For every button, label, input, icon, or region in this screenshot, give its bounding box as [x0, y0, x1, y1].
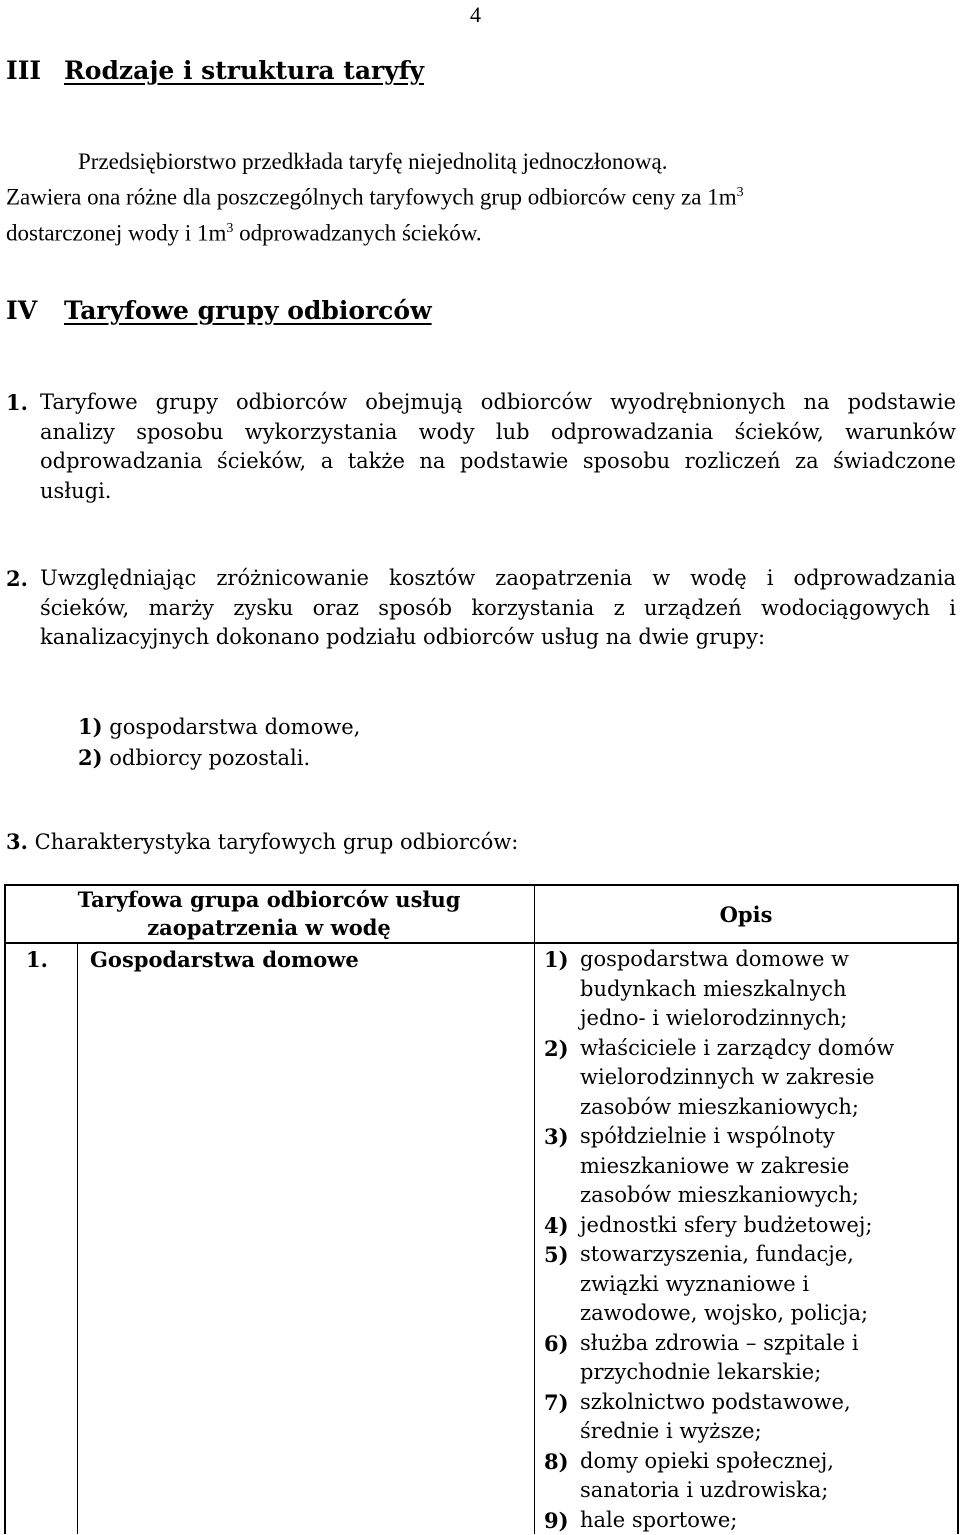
section-number: III [6, 56, 64, 85]
table-header-desc: Opis [535, 900, 957, 930]
header-line: Taryfowa grupa odbiorców usług [4, 886, 534, 914]
item-number: 7) [544, 1388, 569, 1418]
item-text: hale sportowe; [580, 1506, 900, 1535]
table-border-right [957, 884, 959, 1534]
description-item [544, 1211, 944, 1241]
item-text: gospodarstwa domowe w budynkach mieszkalnych jedno- i wielorodzinnych; [580, 945, 900, 1034]
list-item [78, 712, 360, 743]
item-text: stowarzyszenia, fundacje, związki wyznaniowe i zawodowe, wojsko, policja; [580, 1240, 910, 1329]
paragraph-text: Taryfowe grupy odbiorców obejmują odbiorców wyodrębnionych na podstawie analizy sposobu wykorzystania wody lub odprowadzania ścieków, warunków odprowadzania ścieków, a także na podstawie sposobu rozliczeń za świadczone usługi. [6, 388, 956, 506]
paragraph-number: 3. [6, 829, 28, 854]
superscript: 3 [226, 221, 233, 236]
paragraph-text: Charakterystyka taryfowych grup odbiorców: [35, 830, 519, 854]
page-number: 4 [470, 2, 481, 28]
list-text: gospodarstwa domowe, [109, 715, 360, 739]
description-item [544, 1122, 944, 1211]
intro-text: dostarczonej wody i 1m [6, 220, 226, 245]
section-heading-iii [6, 56, 424, 85]
intro-text: Zawiera ona różne dla poszczególnych taryfowych grup odbiorców ceny za 1m [6, 185, 737, 210]
intro-text: odprowadzanych ścieków. [233, 220, 481, 245]
item-number: 6) [544, 1329, 569, 1359]
table-divider-column [534, 884, 535, 1534]
group-list [78, 712, 360, 773]
paragraph-2 [6, 564, 956, 653]
description-item [544, 1388, 944, 1447]
paragraph-text: Uwzględniając zróżnicowanie kosztów zaopatrzenia w wodę i odprowadzania ścieków, marży zysku oraz sposób korzystania z urządzeń wodociągowych i kanalizacyjnych dokonano podziału odbiorców usług na dwie grupy: [6, 564, 956, 653]
section-number: IV [6, 296, 64, 325]
paragraph-number: 1. [6, 388, 28, 418]
table-border-left [4, 884, 6, 1534]
item-number: 4) [544, 1211, 569, 1241]
section-title: Taryfowe grupy odbiorców [64, 296, 432, 325]
table-header-group [4, 886, 534, 942]
table-divider-number [77, 944, 78, 1534]
item-number: 8) [544, 1447, 569, 1477]
intro-line [6, 213, 958, 249]
description-item [544, 1506, 944, 1535]
item-number: 1) [544, 945, 569, 975]
row-group-name: Gospodarstwa domowe [90, 945, 359, 975]
item-number: 9) [544, 1506, 569, 1535]
paragraph-number: 2. [6, 564, 28, 594]
description-list [544, 945, 944, 1535]
section-title: Rodzaje i struktura taryfy [64, 56, 424, 85]
list-number: 1) [78, 714, 103, 739]
description-item [544, 1034, 944, 1123]
intro-paragraph [6, 146, 958, 248]
list-item [78, 743, 360, 774]
paragraph-3 [6, 827, 518, 858]
intro-line [6, 177, 958, 213]
item-text: szkolnictwo podstawowe, średnie i wyższe; [580, 1388, 900, 1447]
item-text: domy opieki społecznej, sanatoria i uzdrowiska; [580, 1447, 900, 1506]
description-item [544, 1447, 944, 1506]
superscript: 3 [737, 185, 744, 200]
row-number: 1. [26, 945, 48, 975]
paragraph-1 [6, 388, 956, 506]
item-text: właściciele i zarządcy domów wielorodzinnych w zakresie zasobów mieszkaniowych; [580, 1034, 930, 1123]
description-item [544, 1240, 944, 1329]
table-divider-header [4, 942, 959, 944]
item-text: służba zdrowia – szpitale i przychodnie lekarskie; [580, 1329, 900, 1388]
header-line: zaopatrzenia w wodę [4, 914, 534, 942]
row-description [544, 945, 944, 1535]
item-number: 5) [544, 1240, 569, 1270]
list-text: odbiorcy pozostali. [109, 746, 310, 770]
description-item [544, 945, 944, 1034]
item-text: jednostki sfery budżetowej; [580, 1211, 940, 1241]
item-number: 2) [544, 1034, 569, 1064]
intro-line: Przedsiębiorstwo przedkłada taryfę niejednolitą jednoczłonową. [6, 146, 958, 177]
item-number: 3) [544, 1122, 569, 1152]
tariff-groups-table [4, 884, 959, 1534]
item-text: spółdzielnie i wspólnoty mieszkaniowe w zakresie zasobów mieszkaniowych; [580, 1122, 900, 1211]
list-number: 2) [78, 745, 103, 770]
section-heading-iv [6, 296, 432, 325]
description-item [544, 1329, 944, 1388]
